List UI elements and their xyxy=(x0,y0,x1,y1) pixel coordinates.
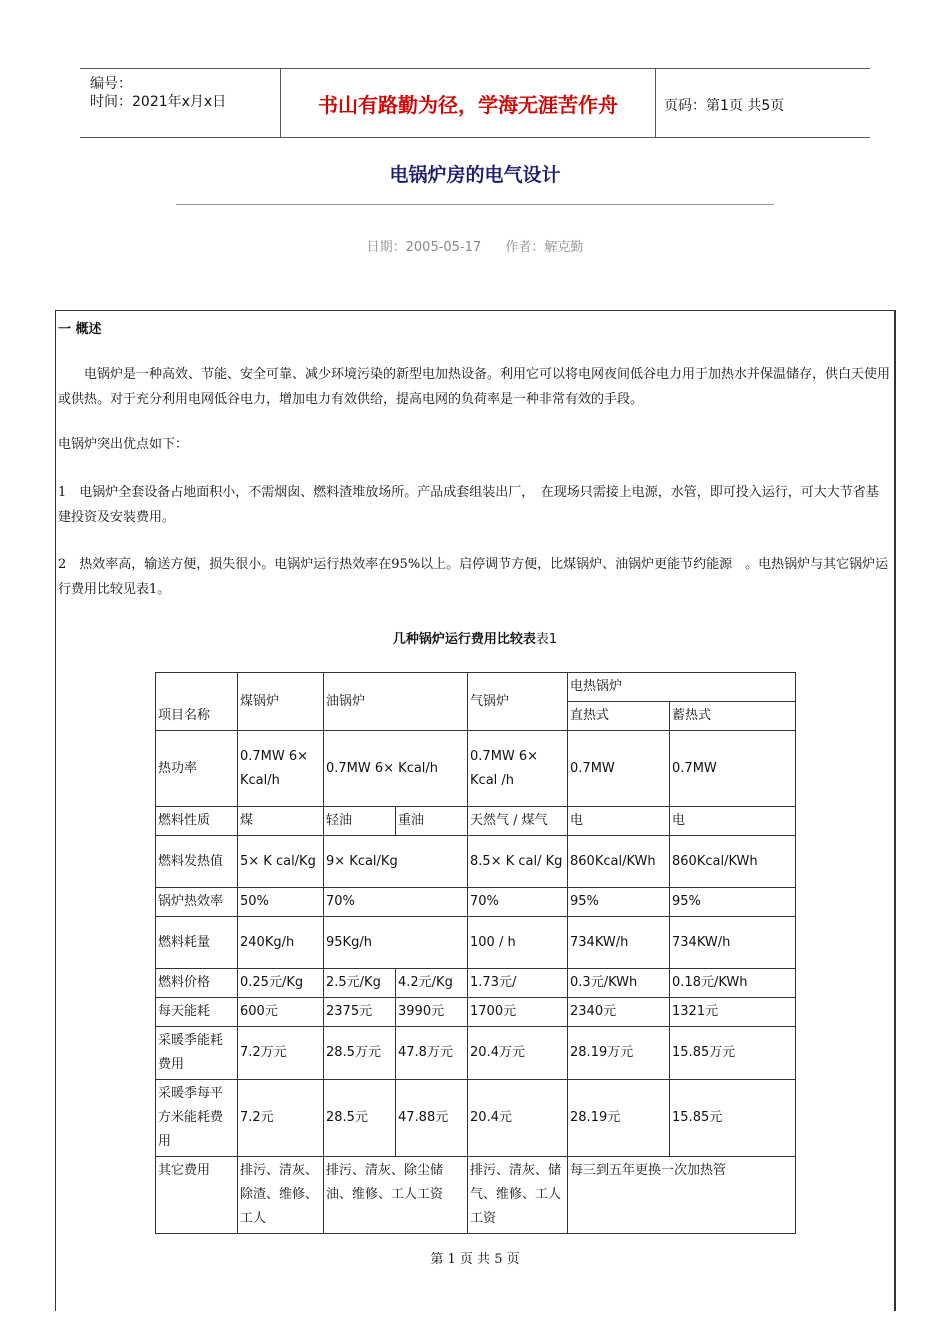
table-row xyxy=(156,998,796,1027)
cell: 2375元 xyxy=(324,998,396,1027)
cell: 燃料价格 xyxy=(156,969,238,998)
table-row xyxy=(156,836,796,888)
cell: 47.88元 xyxy=(396,1080,468,1157)
date-label: 时间：2021年x月x日 xyxy=(90,94,227,110)
cell: 2.5元/Kg xyxy=(324,969,396,998)
cell: 0.7MW 6× Kcal /h xyxy=(468,731,568,807)
cell: 1321元 xyxy=(670,998,796,1027)
cell: 95% xyxy=(670,888,796,917)
cost-comparison-table xyxy=(155,672,796,1234)
header-coal: 煤锅炉 xyxy=(238,673,324,731)
table-row xyxy=(156,1157,796,1234)
section-heading: 一 概述 xyxy=(58,322,102,337)
header-oil: 油锅炉 xyxy=(324,673,468,731)
cell: 1.73元/ xyxy=(468,969,568,998)
cell: 20.4元 xyxy=(468,1080,568,1157)
cell: 天然气 / 煤气 xyxy=(468,807,568,836)
cell: 7.2元 xyxy=(238,1080,324,1157)
cell: 电 xyxy=(670,807,796,836)
cell: 860Kcal/KWh xyxy=(670,836,796,888)
cell: 2340元 xyxy=(568,998,670,1027)
cell: 每天能耗 xyxy=(156,998,238,1027)
cell: 100 / h xyxy=(468,917,568,969)
cell: 电 xyxy=(568,807,670,836)
cell: 0.7MW xyxy=(568,731,670,807)
cell: 28.19元 xyxy=(568,1080,670,1157)
cell: 70% xyxy=(324,888,468,917)
cell: 50% xyxy=(238,888,324,917)
table-row xyxy=(156,969,796,998)
page-info: 页码：第1页 共5页 xyxy=(664,98,785,114)
cell: 热功率 xyxy=(156,731,238,807)
cell: 燃料性质 xyxy=(156,807,238,836)
cell: 0.25元/Kg xyxy=(238,969,324,998)
cell: 15.85元 xyxy=(670,1080,796,1157)
cell: 0.7MW 6× Kcal/h xyxy=(238,731,324,807)
article-author: 作者：解克勤 xyxy=(505,240,584,255)
cell: 燃料耗量 xyxy=(156,917,238,969)
cell: 每三到五年更换一次加热管 xyxy=(568,1157,796,1234)
header-direct: 直热式 xyxy=(568,702,670,731)
cell: 28.5万元 xyxy=(324,1027,396,1080)
cell: 9× Kcal/Kg xyxy=(324,836,468,888)
cell: 0.18元/KWh xyxy=(670,969,796,998)
paragraph-advantages: 电锅炉突出优点如下： xyxy=(58,437,189,452)
table-row xyxy=(156,1027,796,1080)
cell: 734KW/h xyxy=(568,917,670,969)
cell: 4.2元/Kg xyxy=(396,969,468,998)
cell: 95% xyxy=(568,888,670,917)
cell: 采暖季能耗费用 xyxy=(156,1027,238,1080)
table-header-row xyxy=(156,673,796,702)
cell: 95Kg/h xyxy=(324,917,468,969)
cell: 排污、清灰、储气、维修、工人工资 xyxy=(468,1157,568,1234)
cell: 8.5× K cal/ Kg xyxy=(468,836,568,888)
cell: 排污、清灰、除尘储油、维修、工人工资 xyxy=(324,1157,468,1234)
cell: 重油 xyxy=(396,807,468,836)
header-left-cell xyxy=(80,69,280,137)
cell: 轻油 xyxy=(324,807,396,836)
cell: 15.85万元 xyxy=(670,1027,796,1080)
table-caption-number: 表1 xyxy=(535,632,558,647)
cell: 0.7MW 6× Kcal/h xyxy=(324,731,468,807)
cell: 锅炉热效率 xyxy=(156,888,238,917)
advantage-item-2: 2 热效率高，输送方便，损失很小。电锅炉运行热效率在95%以上。启停调节方便，比煤锅炉、油锅炉更能节约能源 。电热锅炉与其它锅炉运行费用比较见表1。 xyxy=(58,557,889,597)
article-meta xyxy=(0,236,950,255)
cell: 7.2万元 xyxy=(238,1027,324,1080)
table-row xyxy=(156,731,796,807)
cell: 排污、清灰、除渣、维修、工人 xyxy=(238,1157,324,1234)
cell: 采暖季每平方米能耗费用 xyxy=(156,1080,238,1157)
cell: 240Kg/h xyxy=(238,917,324,969)
number-label: 编号： xyxy=(90,76,132,92)
cell: 20.4万元 xyxy=(468,1027,568,1080)
cell: 煤 xyxy=(238,807,324,836)
cell: 其它费用 xyxy=(156,1157,238,1234)
paragraph-intro: 电锅炉是一种高效、节能、安全可靠、减少环境污染的新型电加热设备。利用它可以将电网夜间低谷电力用于加热水并保温储存，供白天使用或供热。对于充分利用电网低谷电力，增加电力有效供给，提高电网的负荷率是一种非常有效的手段。 xyxy=(58,367,891,407)
cell: 28.19万元 xyxy=(568,1027,670,1080)
advantage-item-1: 1 电锅炉全套设备占地面积小，不需烟囱、燃料渣堆放场所。产品成套组装出厂， 在现场只需接上电源，水管，即可投入运行，可大大节省基建投资及安装费用。 xyxy=(58,485,879,525)
page-header xyxy=(80,68,870,138)
cell: 860Kcal/KWh xyxy=(568,836,670,888)
title-divider xyxy=(176,204,774,205)
article-date: 日期：2005-05-17 xyxy=(366,240,482,255)
table-caption-text: 几种锅炉运行费用比较表 xyxy=(392,632,536,647)
table-row xyxy=(156,917,796,969)
table-row xyxy=(156,807,796,836)
cell: 28.5元 xyxy=(324,1080,396,1157)
table-row xyxy=(156,888,796,917)
cell: 3990元 xyxy=(396,998,468,1027)
table-caption xyxy=(0,628,950,647)
cell: 734KW/h xyxy=(670,917,796,969)
header-item: 项目名称 xyxy=(156,673,238,731)
header-storage: 蓄热式 xyxy=(670,702,796,731)
header-gas: 气锅炉 xyxy=(468,673,568,731)
header-electric: 电热锅炉 xyxy=(568,673,796,702)
cell: 70% xyxy=(468,888,568,917)
cell: 燃料发热值 xyxy=(156,836,238,888)
cell: 0.3元/KWh xyxy=(568,969,670,998)
page-title: 电锅炉房的电气设计 xyxy=(389,164,561,186)
cell: 600元 xyxy=(238,998,324,1027)
table-row xyxy=(156,1080,796,1157)
page-footer: 第 1 页 共 5 页 xyxy=(430,1252,520,1267)
motto: 书山有路勤为径，学海无涯苦作舟 xyxy=(280,69,656,137)
cell: 0.7MW xyxy=(670,731,796,807)
cell: 5× K cal/Kg xyxy=(238,836,324,888)
cell: 47.8万元 xyxy=(396,1027,468,1080)
cell: 1700元 xyxy=(468,998,568,1027)
